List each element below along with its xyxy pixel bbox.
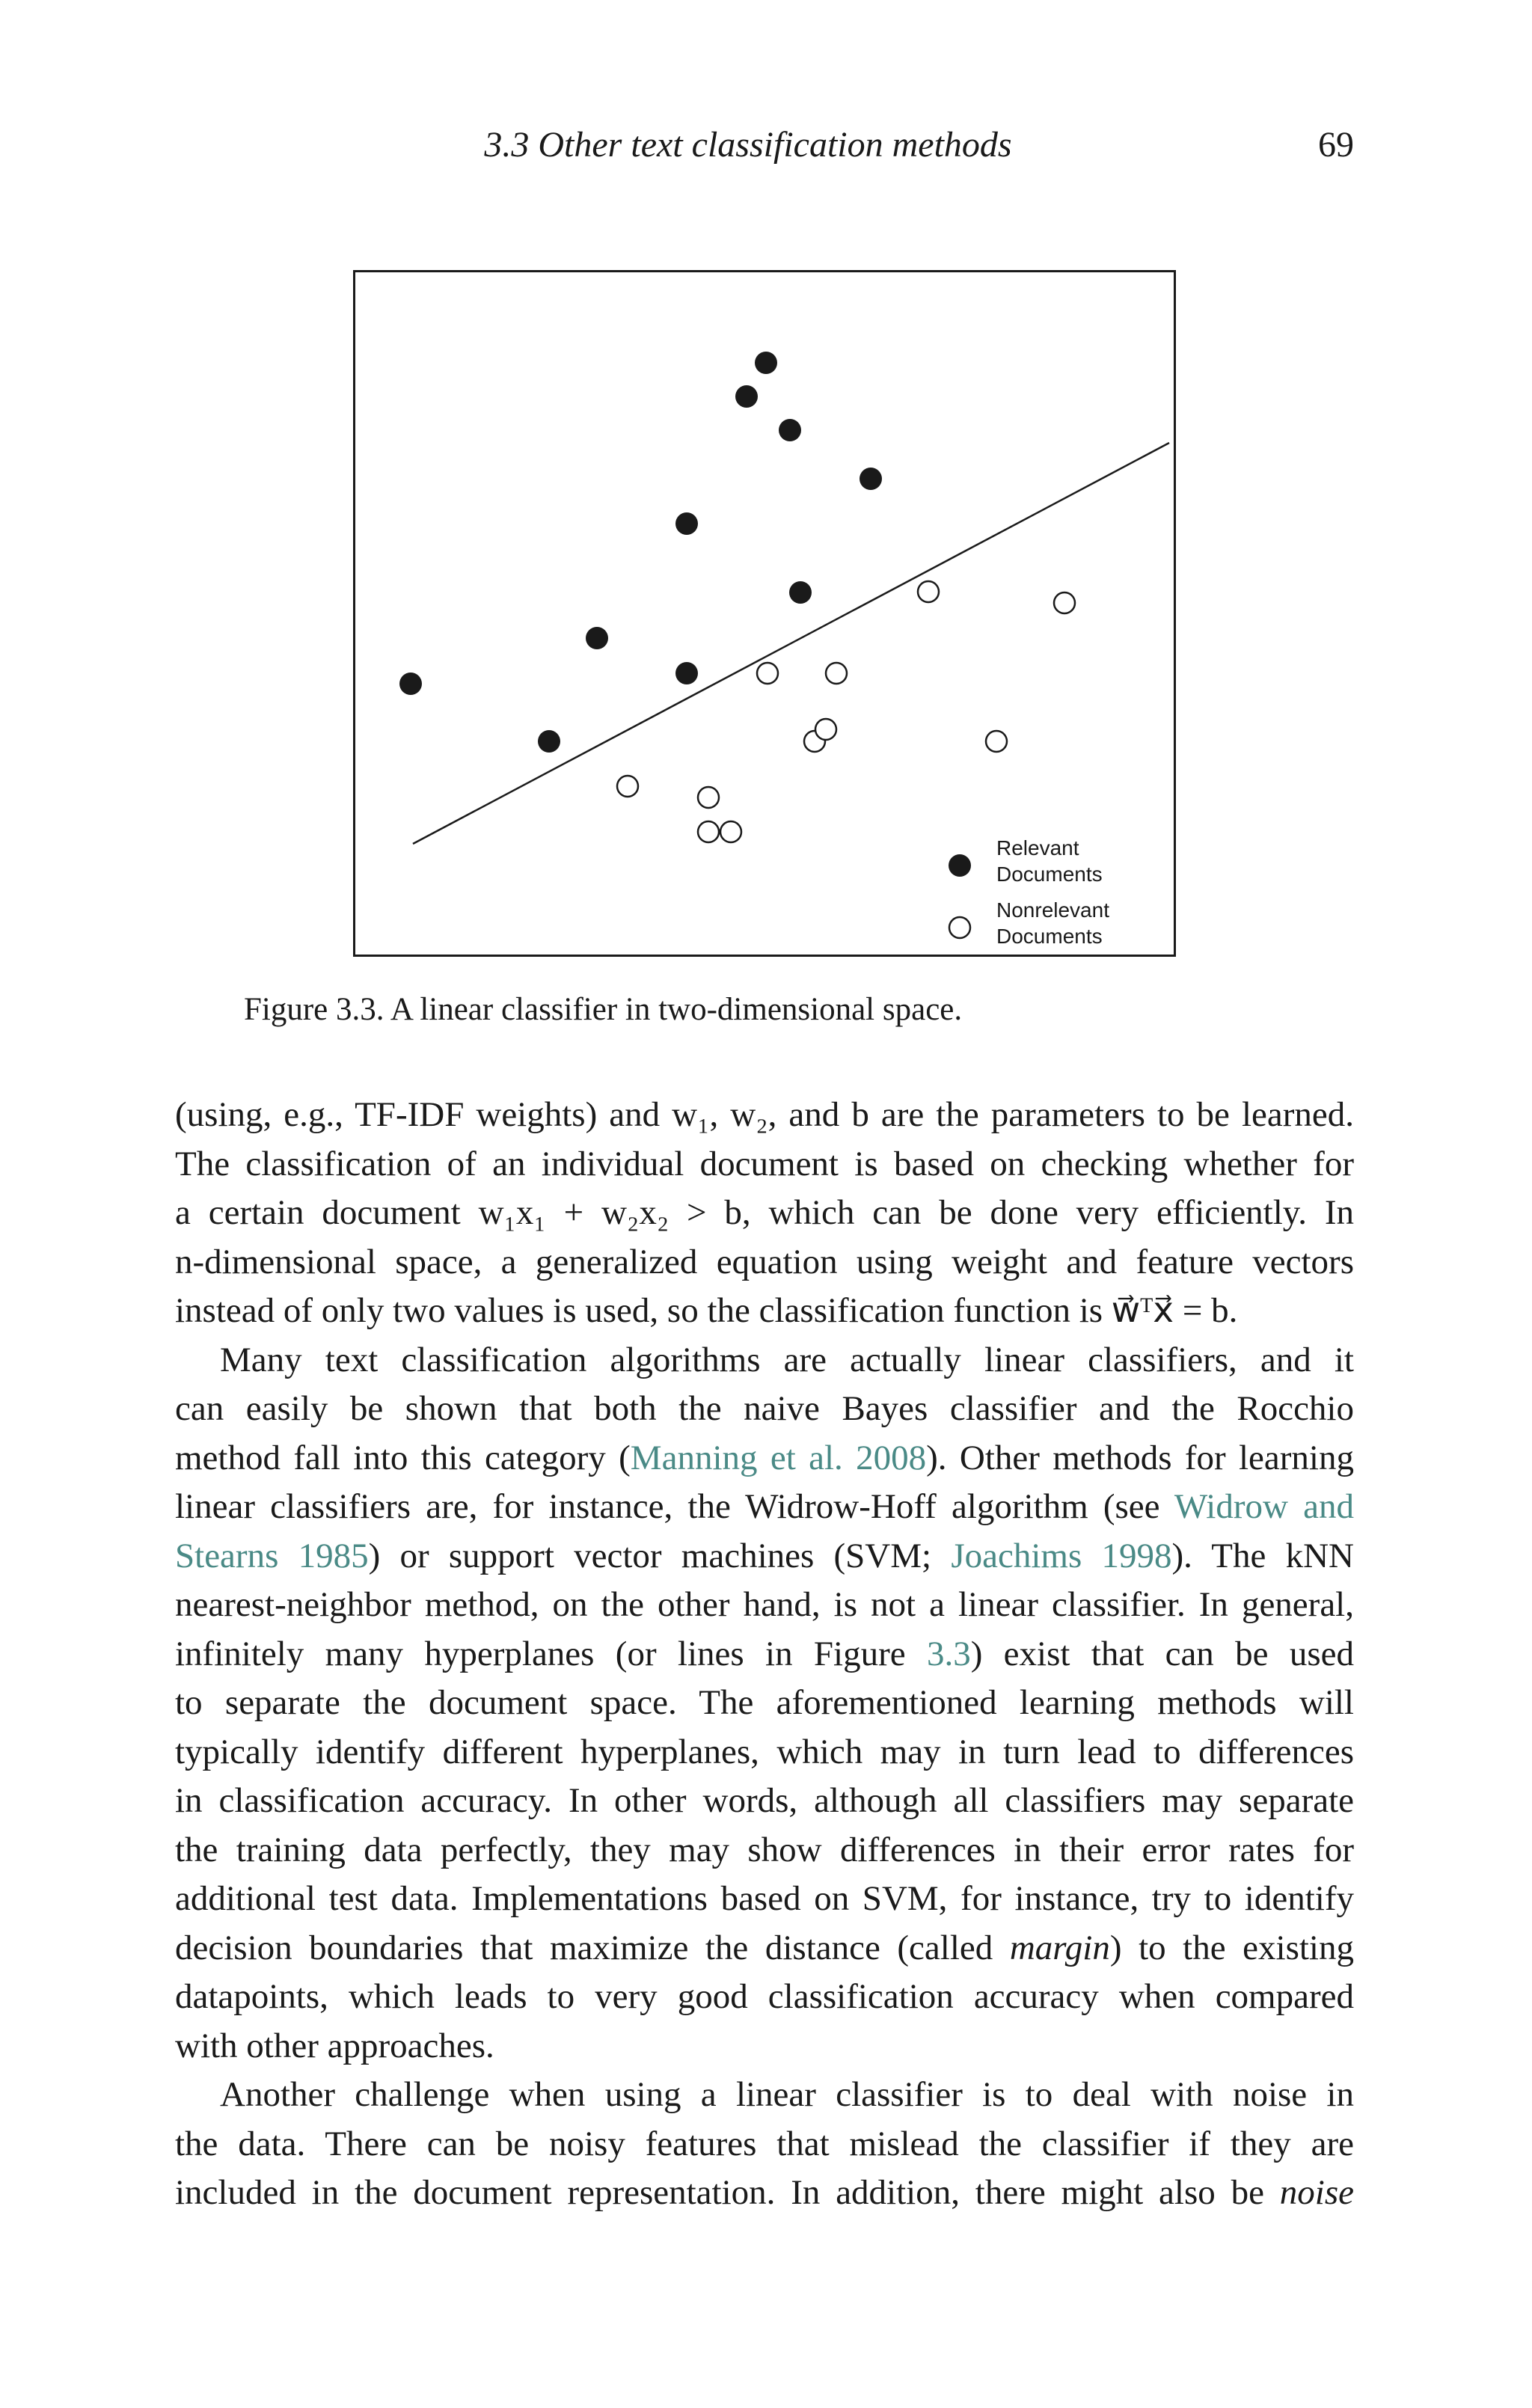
nonrelevant-point (698, 821, 719, 842)
relevant-points (399, 352, 882, 753)
figure-3-3 (353, 270, 1176, 957)
relevant-point (675, 662, 698, 684)
text-line: typically identify different hyperplanes, which may in turn lead to differences (175, 1732, 1354, 1771)
legend-nonrelevant-marker (949, 917, 970, 938)
citation-link[interactable]: Stearns 1985 (175, 1536, 369, 1575)
text-line: additional test data. Implementations based on SVM, for instance, try to identify (175, 1879, 1354, 1918)
text-line: a certain document w₁x₁ + w₂x₂ > b, which can be done very efficiently. In (175, 1193, 1354, 1232)
figure-reference-link[interactable]: 3.3 (926, 1634, 971, 1673)
nonrelevant-point (720, 821, 741, 842)
text-line: with other approaches. (175, 2026, 494, 2065)
citation-link[interactable]: Manning et al. 2008 (630, 1438, 927, 1477)
text-line: the training data perfectly, they may show differences in their error rates for (175, 1830, 1354, 1869)
figure-caption: Figure 3.3. A linear classifier in two-dimensional space. (244, 992, 963, 1027)
nonrelevant-point (826, 663, 847, 684)
citation-link[interactable]: Joachims 1998 (951, 1536, 1172, 1575)
text-line: method fall into this category (Manning et al. 2008). Other methods for learning (175, 1438, 1354, 1477)
text-line: infinitely many hyperplanes (or lines in Figure 3.3) exist that can be used (175, 1634, 1354, 1673)
text-line: decision boundaries that maximize the distance (called margin) to the existing (175, 1928, 1354, 1967)
text-line: (using, e.g., TF-IDF weights) and w₁, w₂, and b are the parameters to be learned. (175, 1095, 1354, 1134)
text-line: the data. There can be noisy features that mislead the classifier if they are (175, 2124, 1354, 2163)
nonrelevant-point (1054, 592, 1075, 613)
legend-nonrelevant-label-2: Documents (996, 925, 1103, 948)
text-line: can easily be shown that both the naive Bayes classifier and the Rocchio (175, 1389, 1354, 1428)
relevant-point (755, 352, 777, 374)
relevant-point (399, 673, 422, 695)
relevant-point (675, 512, 698, 535)
nonrelevant-points (617, 581, 1075, 842)
relevant-point (789, 581, 812, 604)
relevant-point (860, 468, 882, 490)
text-line: Many text classification algorithms are actually linear classifiers, and it (220, 1340, 1354, 1379)
text-line: nearest-neighbor method, on the other hand, is not a linear classifier. In general, (175, 1585, 1354, 1624)
emphasis: margin (1009, 1928, 1110, 1967)
legend-nonrelevant-label-1: Nonrelevant (996, 898, 1109, 922)
nonrelevant-point (698, 787, 719, 808)
legend-relevant-label-2: Documents (996, 863, 1103, 886)
text-line: instead of only two values is used, so the classification function is w⃗ᵀx⃗ = b. (175, 1291, 1238, 1330)
nonrelevant-point (918, 581, 939, 602)
text-line: Stearns 1985) or support vector machines (SVM; Joachims 1998). The kNN (175, 1536, 1354, 1575)
text-line: included in the document representation. In addition, there might also be noise (175, 2173, 1354, 2212)
text-line: datapoints, which leads to very good classification accuracy when compared (175, 1977, 1354, 2016)
nonrelevant-point (986, 731, 1007, 752)
text-line: in classification accuracy. In other words, although all classifiers may separate (175, 1781, 1354, 1820)
nonrelevant-point (757, 663, 778, 684)
relevant-point (779, 419, 801, 441)
relevant-point (735, 385, 758, 408)
page-number: 69 (1318, 125, 1354, 165)
body-text (175, 1091, 1354, 2218)
text-line: to separate the document space. The aforementioned learning methods will (175, 1683, 1354, 1722)
text-line: n-dimensional space, a generalized equation using weight and feature vectors (175, 1242, 1354, 1281)
nonrelevant-point (815, 719, 836, 740)
legend-relevant-label-1: Relevant (996, 836, 1079, 860)
nonrelevant-point (617, 776, 638, 797)
relevant-point (586, 627, 608, 649)
emphasis: noise (1279, 2173, 1354, 2212)
scatter-plot (355, 272, 1174, 955)
text-line: linear classifiers are, for instance, the Widrow-Hoff algorithm (see Widrow and (175, 1487, 1354, 1526)
citation-link[interactable]: Widrow and (1174, 1487, 1354, 1526)
legend (949, 836, 1109, 948)
legend-relevant-marker (949, 854, 971, 877)
decision-boundary-line (413, 443, 1169, 844)
text-line: Another challenge when using a linear classifier is to deal with noise in (220, 2075, 1354, 2114)
relevant-point (538, 730, 560, 753)
text-line: The classification of an individual document is based on checking whether for (175, 1144, 1354, 1183)
running-header: 3.3 Other text classification methods (484, 125, 1012, 165)
